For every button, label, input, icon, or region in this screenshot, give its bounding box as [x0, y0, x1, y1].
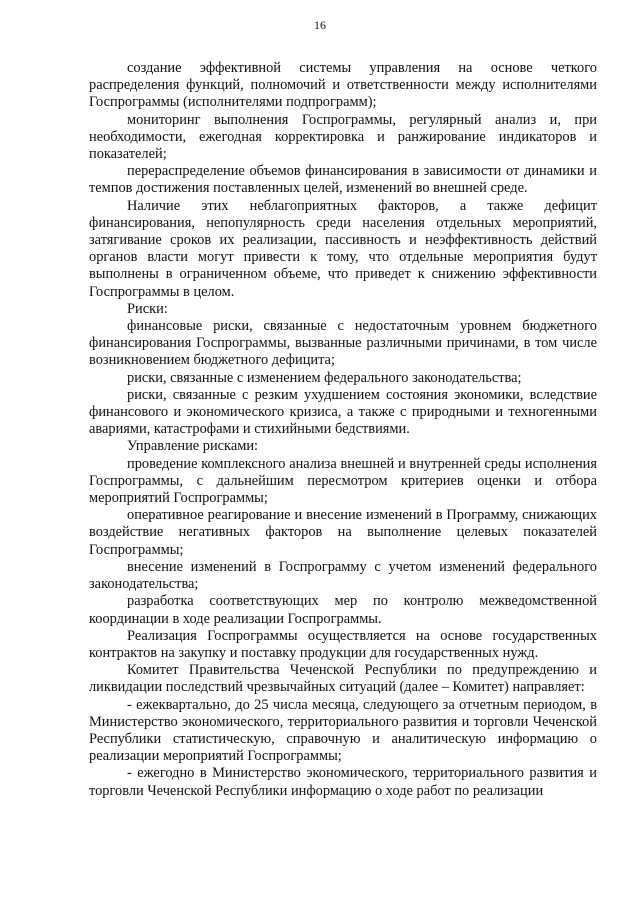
paragraph: Реализация Госпрограммы осуществляется на основе государственных контрактов на закупку и поставку продукции для государственных нужд.: [89, 627, 597, 661]
document-body: [89, 60, 597, 800]
paragraph: Наличие этих неблагоприятных факторов, а также дефицит финансирования, непопулярность среди населения отдельных мероприятий, затягивание сроков их реализации, пассивность и неэффективность действий органов власти могут привести к тому, что отдельные мероприятия будут выполнены в ограниченном объеме, что приведет к снижению эффективности Госпрограммы в целом.: [89, 197, 597, 300]
page-number: 16: [314, 18, 326, 32]
paragraph: перераспределение объемов финансирования в зависимости от динамики и темпов достижения поставленных целей, изменений во внешней среде.: [89, 163, 597, 197]
paragraph: создание эффективной системы управления на основе четкого распределения функций, полномочий и ответственности между исполнителями Госпрограммы (исполнителями подпрограмм);: [89, 60, 597, 111]
paragraph: - ежеквартально, до 25 числа месяца, следующего за отчетным периодом, в Министерство экономического, территориального развития и торговли Чеченской Республики статистическую, справочную и аналитическую информацию о реализации мероприятий Госпрограммы;: [89, 696, 597, 765]
paragraph: Управление рисками:: [127, 438, 259, 455]
paragraph: - ежегодно в Министерство экономического, территориального развития и торговли Чеченской Республики информацию о ходе работ по реализации: [89, 765, 597, 799]
paragraph: Риски:: [127, 300, 168, 317]
paragraph: оперативное реагирование и внесение изменений в Программу, снижающих воздействие негативных факторов на выполнение целевых показателей Госпрограммы;: [89, 507, 597, 558]
paragraph: мониторинг выполнения Госпрограммы, регулярный анализ и, при необходимости, ежегодная корректировка и ранжирование индикаторов и показателей;: [89, 111, 597, 163]
paragraph: риски, связанные с резким ухудшением состояния экономики, вследствие финансового и экономического кризиса, а также с природными и техногенными авариями, катастрофами и стихийными бедствиями.: [89, 386, 597, 438]
paragraph: финансовые риски, связанные с недостаточным уровнем бюджетного финансирования Госпрограммы, вызванные различными причинами, в том числе возникновением бюджетного дефицита;: [89, 318, 597, 369]
paragraph: риски, связанные с изменением федерального законодательства;: [127, 369, 522, 386]
paragraph: разработка соответствующих мер по контролю межведомственной координации в ходе реализации Госпрограммы.: [89, 593, 597, 627]
paragraph: внесение изменений в Госпрограмму с учетом изменений федерального законодательства;: [89, 558, 597, 593]
paragraph: проведение комплексного анализа внешней и внутренней среды исполнения Госпрограммы, с дальнейшим пересмотром критериев оценки и отбора мероприятий Госпрограммы;: [89, 455, 597, 507]
paragraph: Комитет Правительства Чеченской Республики по предупреждению и ликвидации последствий чрезвычайных ситуаций (далее – Комитет) направляет:: [89, 662, 597, 696]
